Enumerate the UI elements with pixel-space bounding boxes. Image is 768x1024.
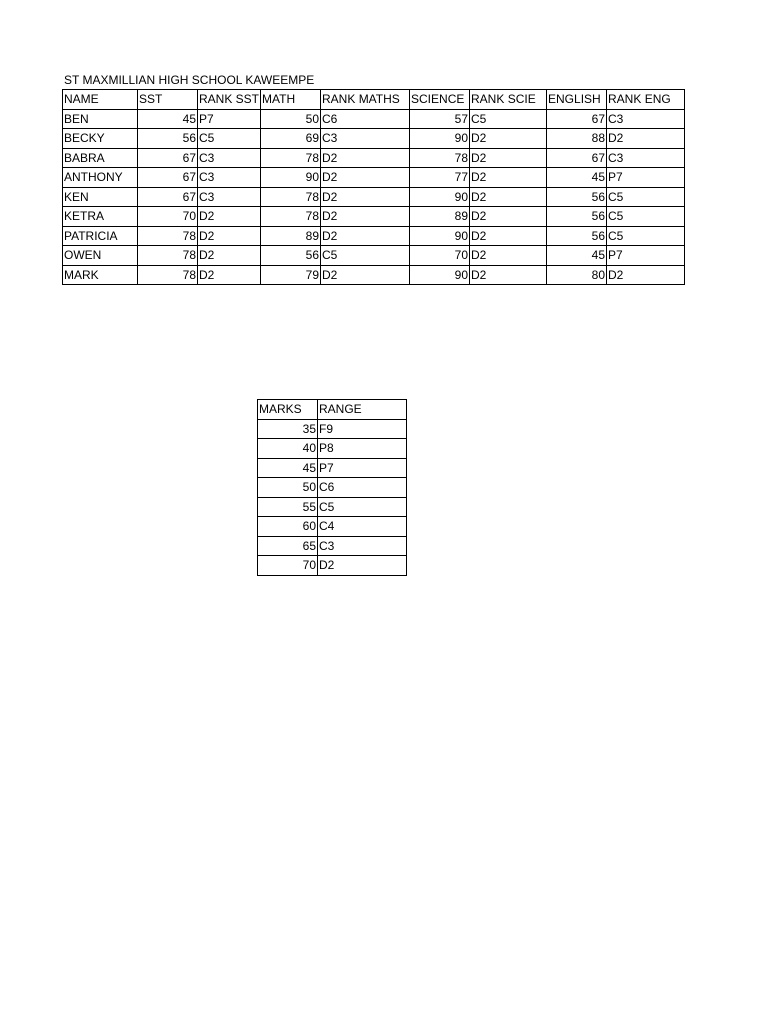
results-table-row	[63, 109, 685, 129]
range-table-cell[interactable]: 55	[258, 497, 318, 517]
results-table-cell[interactable]: ANTHONY	[63, 168, 138, 188]
results-table-cell[interactable]: 78	[261, 187, 321, 207]
results-table-row	[63, 129, 685, 149]
results-table-header-cell[interactable]: RANK ENG	[607, 90, 685, 110]
results-table-cell[interactable]: C3	[607, 109, 685, 129]
range-table-row	[258, 419, 407, 439]
results-table-cell[interactable]: 45	[138, 109, 198, 129]
results-table-row	[63, 265, 685, 285]
results-table-cell[interactable]: D2	[321, 226, 410, 246]
results-table-cell[interactable]: 67	[138, 168, 198, 188]
results-table-header-cell[interactable]: RANK SCIE	[470, 90, 547, 110]
results-table-cell[interactable]: 89	[261, 226, 321, 246]
results-table-cell[interactable]: C5	[321, 246, 410, 266]
results-table-row	[63, 207, 685, 227]
results-table-cell[interactable]: 56	[547, 207, 607, 227]
results-table-cell[interactable]: MARK	[63, 265, 138, 285]
results-table-cell[interactable]: C5	[607, 207, 685, 227]
range-table-header-cell[interactable]: RANGE	[318, 400, 407, 420]
results-table-cell[interactable]: 67	[547, 109, 607, 129]
range-table-cell[interactable]: 60	[258, 517, 318, 537]
results-table-cell[interactable]: D2	[470, 168, 547, 188]
range-table-row	[258, 556, 407, 576]
results-table-cell[interactable]: BEN	[63, 109, 138, 129]
range-table-row	[258, 478, 407, 498]
marks-range-table	[257, 399, 407, 576]
range-table-cell[interactable]: 50	[258, 478, 318, 498]
results-table-header-cell[interactable]: SST	[138, 90, 198, 110]
results-table-cell[interactable]: 77	[410, 168, 470, 188]
range-table-cell[interactable]: D2	[318, 556, 407, 576]
results-table-cell[interactable]: P7	[198, 109, 261, 129]
results-table-cell[interactable]: KETRA	[63, 207, 138, 227]
results-table-cell[interactable]: 78	[261, 148, 321, 168]
results-table-cell[interactable]: 67	[138, 148, 198, 168]
results-table-cell[interactable]: D2	[607, 129, 685, 149]
results-table-cell[interactable]: 69	[261, 129, 321, 149]
results-table-cell[interactable]: 88	[547, 129, 607, 149]
results-table-cell[interactable]: 78	[261, 207, 321, 227]
results-table-cell[interactable]: 56	[138, 129, 198, 149]
results-table-cell[interactable]: 90	[261, 168, 321, 188]
results-table-cell[interactable]: D2	[470, 265, 547, 285]
results-table-cell[interactable]: 90	[410, 265, 470, 285]
results-table-cell[interactable]: D2	[470, 129, 547, 149]
range-table-cell[interactable]: 65	[258, 536, 318, 556]
results-table-cell[interactable]: C5	[470, 109, 547, 129]
results-table-cell[interactable]: D2	[198, 265, 261, 285]
results-table-cell[interactable]: 45	[547, 168, 607, 188]
results-table-header-cell[interactable]: MATH	[261, 90, 321, 110]
results-table-row	[63, 148, 685, 168]
results-table-cell[interactable]: 70	[410, 246, 470, 266]
results-table-header-cell[interactable]: SCIENCE	[410, 90, 470, 110]
range-table-cell[interactable]: F9	[318, 419, 407, 439]
results-table-cell[interactable]: 56	[261, 246, 321, 266]
range-table-row	[258, 536, 407, 556]
results-table-cell[interactable]: D2	[470, 246, 547, 266]
results-table-cell[interactable]: 78	[138, 246, 198, 266]
results-table-cell[interactable]: 79	[261, 265, 321, 285]
range-table-cell[interactable]: 70	[258, 556, 318, 576]
results-table-cell[interactable]: D2	[470, 148, 547, 168]
results-table-cell[interactable]: 78	[138, 226, 198, 246]
range-table-row	[258, 497, 407, 517]
results-table-cell[interactable]: C5	[607, 226, 685, 246]
results-table-cell[interactable]: C3	[198, 148, 261, 168]
range-table-cell[interactable]: C4	[318, 517, 407, 537]
range-table-header-row	[258, 400, 407, 420]
results-table-cell[interactable]: BECKY	[63, 129, 138, 149]
results-table-cell[interactable]: D2	[321, 207, 410, 227]
results-table-row	[63, 246, 685, 266]
results-table-cell[interactable]: 67	[547, 148, 607, 168]
results-table-cell[interactable]: C6	[321, 109, 410, 129]
results-table-cell[interactable]: D2	[607, 265, 685, 285]
results-table-cell[interactable]: 56	[547, 226, 607, 246]
results-table-cell[interactable]: D2	[321, 265, 410, 285]
results-table-cell[interactable]: 90	[410, 187, 470, 207]
results-table-cell[interactable]: 90	[410, 226, 470, 246]
results-table-cell[interactable]: C3	[198, 187, 261, 207]
results-table-cell[interactable]: D2	[470, 207, 547, 227]
results-table-cell[interactable]: C3	[321, 129, 410, 149]
results-table-cell[interactable]: D2	[321, 187, 410, 207]
results-table-cell[interactable]: PATRICIA	[63, 226, 138, 246]
results-table-cell[interactable]: 56	[547, 187, 607, 207]
results-table	[62, 89, 685, 285]
sheet-title: ST MAXMILLIAN HIGH SCHOOL KAWEEMPE	[64, 73, 315, 87]
results-table-cell[interactable]: P7	[607, 246, 685, 266]
results-table-cell[interactable]: 70	[138, 207, 198, 227]
results-table-cell[interactable]: C5	[198, 129, 261, 149]
range-table-cell[interactable]: P7	[318, 458, 407, 478]
results-table-cell[interactable]: C3	[198, 168, 261, 188]
results-table-row	[63, 168, 685, 188]
results-table-row	[63, 187, 685, 207]
results-table-cell[interactable]: OWEN	[63, 246, 138, 266]
results-table-cell[interactable]: 90	[410, 129, 470, 149]
results-table-cell[interactable]: D2	[198, 207, 261, 227]
results-table-cell[interactable]: D2	[198, 226, 261, 246]
results-table-cell[interactable]: BABRA	[63, 148, 138, 168]
results-table-header-cell[interactable]: NAME	[63, 90, 138, 110]
range-table-cell[interactable]: C5	[318, 497, 407, 517]
results-table-cell[interactable]: C3	[607, 148, 685, 168]
results-table-header-cell[interactable]: RANK SST	[198, 90, 261, 110]
results-table-cell[interactable]: 57	[410, 109, 470, 129]
range-table-cell[interactable]: 35	[258, 419, 318, 439]
results-table-cell[interactable]: 78	[410, 148, 470, 168]
results-table-row	[63, 226, 685, 246]
results-table-cell[interactable]: P7	[607, 168, 685, 188]
range-table-cell[interactable]: C6	[318, 478, 407, 498]
range-table-cell[interactable]: C3	[318, 536, 407, 556]
results-table-cell[interactable]: D2	[470, 226, 547, 246]
range-table-header-cell[interactable]: MARKS	[258, 400, 318, 420]
results-table-cell[interactable]: D2	[470, 187, 547, 207]
range-table-row	[258, 458, 407, 478]
results-table-cell[interactable]: D2	[321, 148, 410, 168]
range-table-row	[258, 517, 407, 537]
results-table-cell[interactable]: C5	[607, 187, 685, 207]
range-table-row	[258, 439, 407, 459]
results-table-cell[interactable]: 50	[261, 109, 321, 129]
results-table-cell[interactable]: 89	[410, 207, 470, 227]
range-table-cell[interactable]: P8	[318, 439, 407, 459]
results-table-cell[interactable]: 78	[138, 265, 198, 285]
range-table-cell[interactable]: 45	[258, 458, 318, 478]
results-table-cell[interactable]: 45	[547, 246, 607, 266]
results-table-header-row	[63, 90, 685, 110]
results-table-cell[interactable]: D2	[321, 168, 410, 188]
results-table-cell[interactable]: KEN	[63, 187, 138, 207]
results-table-cell[interactable]: D2	[198, 246, 261, 266]
results-table-header-cell[interactable]: RANK MATHS	[321, 90, 410, 110]
range-table-cell[interactable]: 40	[258, 439, 318, 459]
results-table-header-cell[interactable]: ENGLISH	[547, 90, 607, 110]
results-table-cell[interactable]: 67	[138, 187, 198, 207]
results-table-cell[interactable]: 80	[547, 265, 607, 285]
